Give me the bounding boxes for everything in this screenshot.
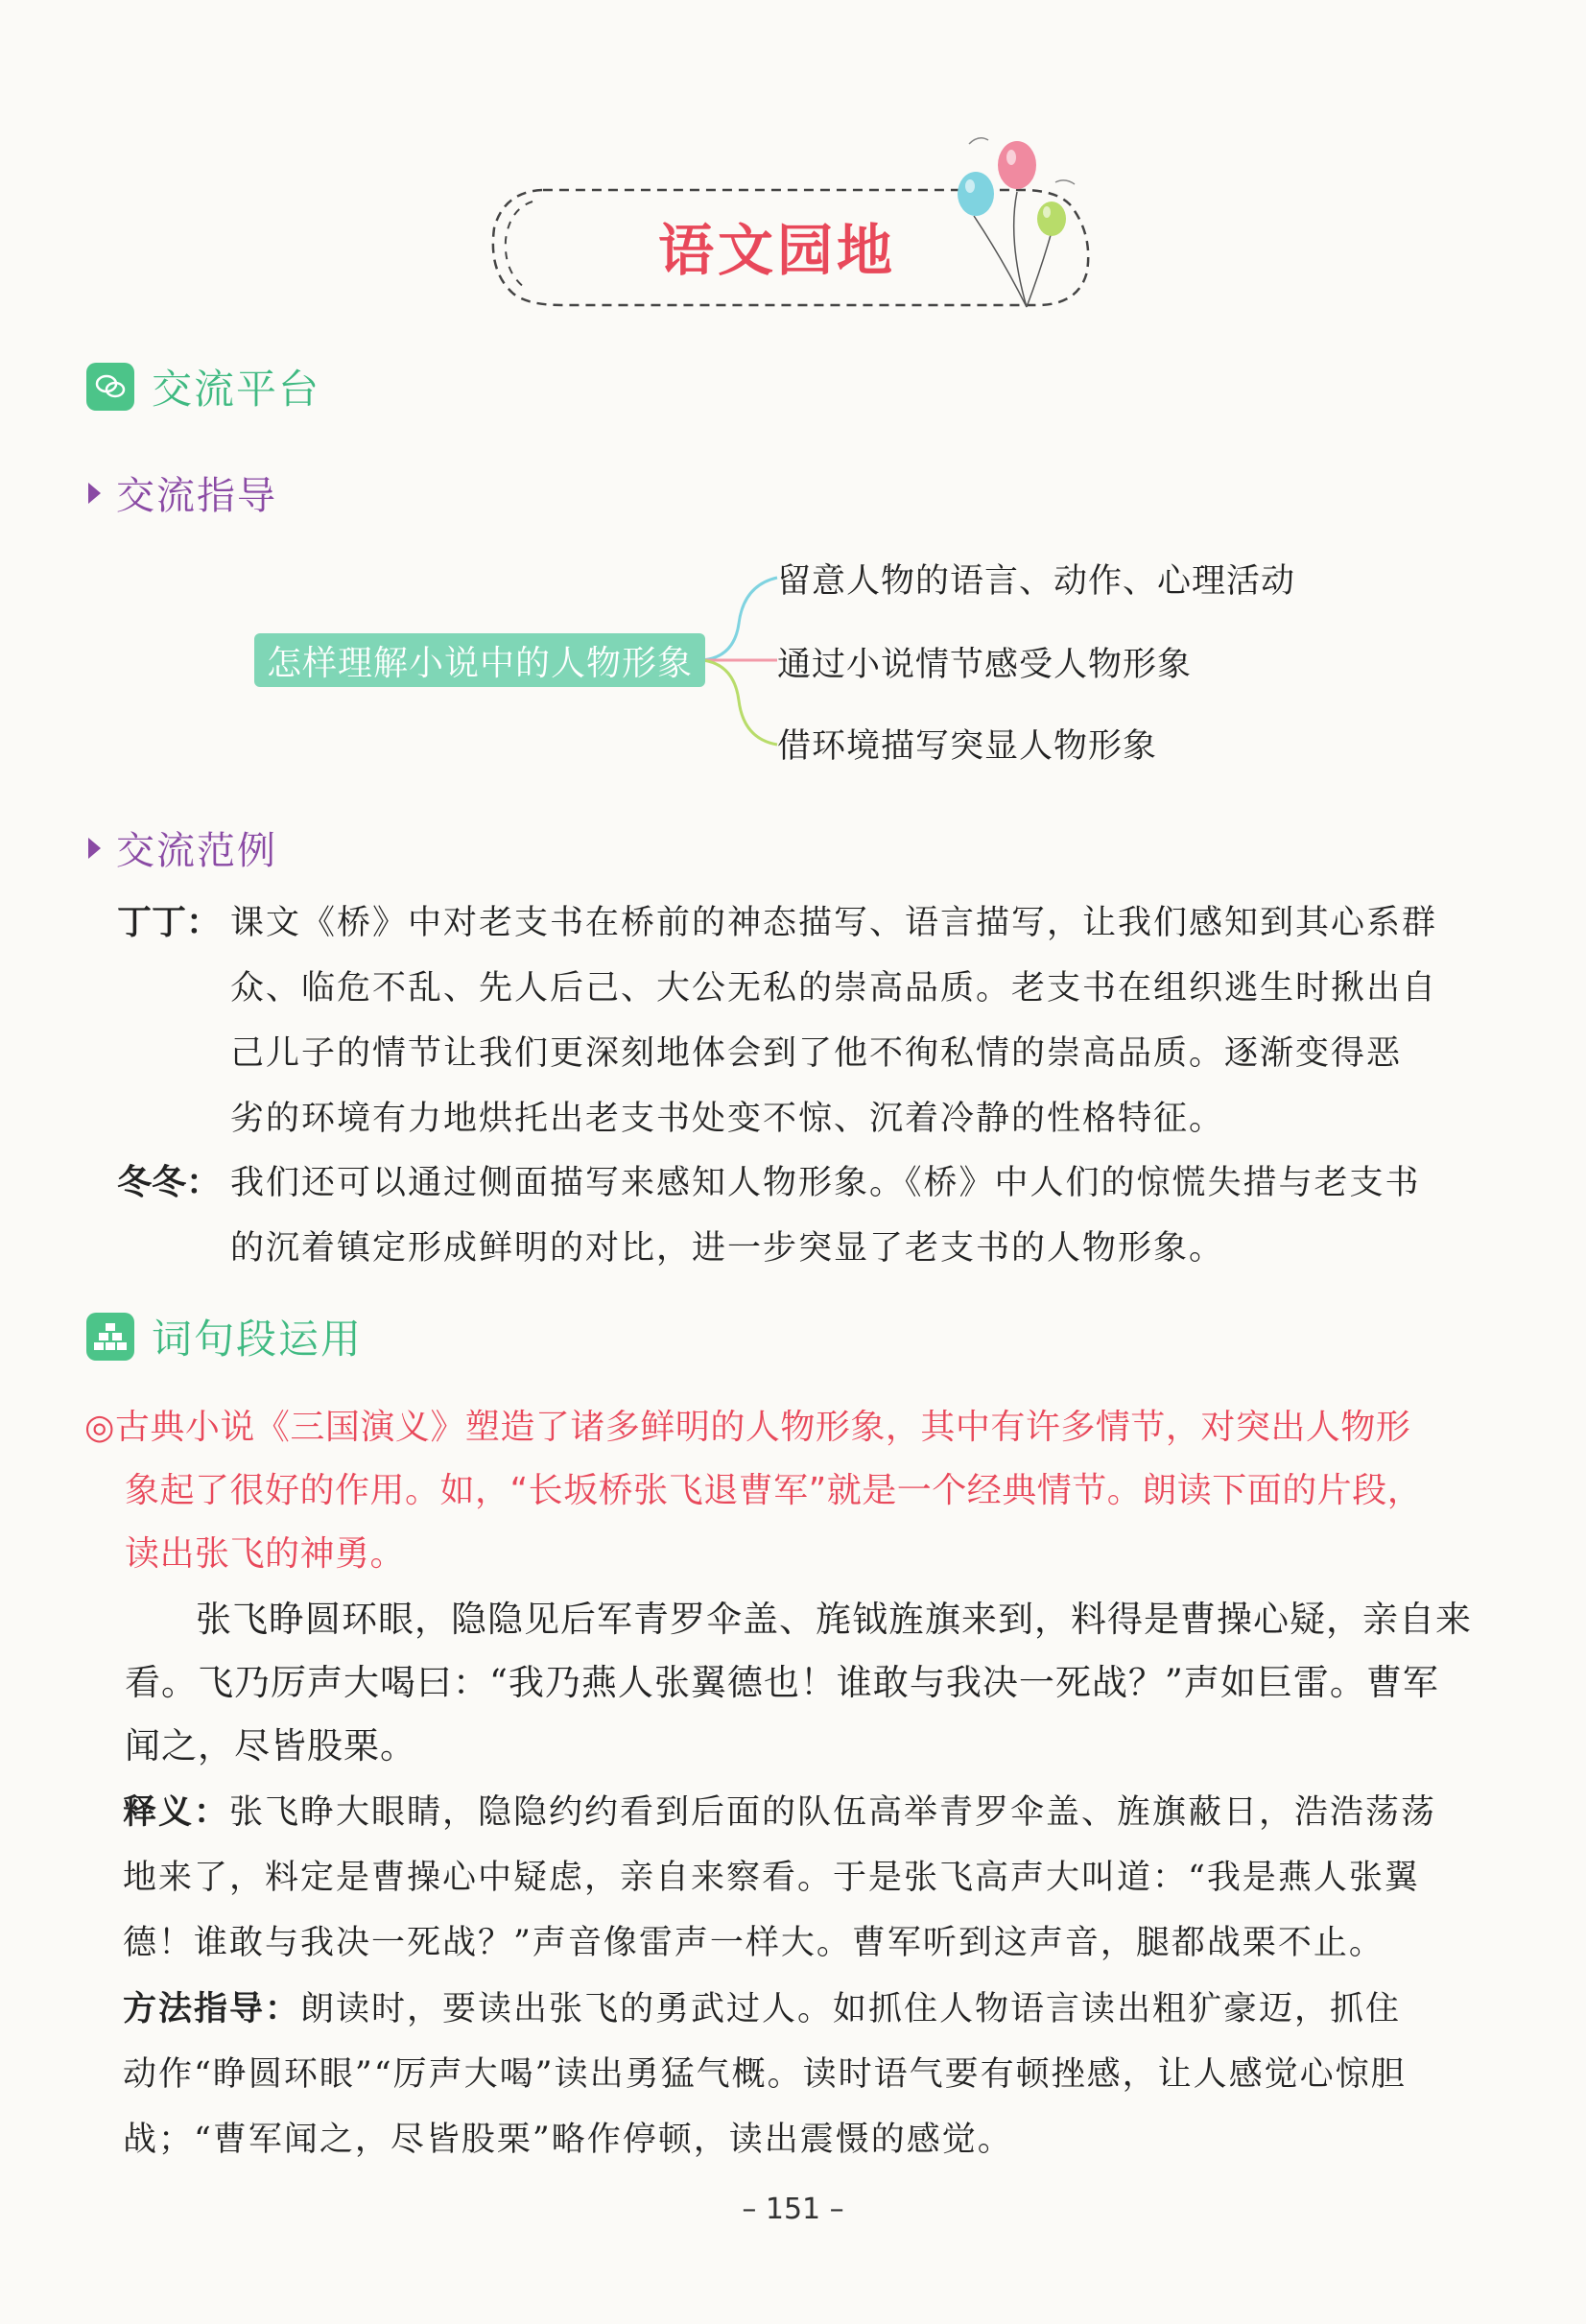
speaker-label: 丁丁： [117,903,222,942]
page-number: – 151 – [742,2193,844,2226]
mindmap-branch: 借环境描写突显人物形象 [777,727,1158,766]
exercise-prompt: ◎古典小说《三国演义》塑造了诸多鲜明的人物形象，其中有许多情节，对突出人物形 象起了很好的作用。如，“长坂桥张飞退曹军”就是一个经典情节。朗读下面的片段， 读出张飞的神勇。 [84,1408,1423,1574]
explanation-label: 释义： [123,1793,230,1832]
speaker-label: 冬冬： [117,1163,222,1202]
triangle-right-icon [88,838,101,859]
method-guide: 方法指导：朗读时，要读出张飞的勇武过人。如抓住人物语言读出粗犷豪迈，抓住 动作“睁圆环眼”“厉声大喝”读出勇猛气概。读时语气要有顿挫感，让人感觉心惊胆 战；“曹军闻之，尽皆股栗”略作停顿，读出震慑的感觉。 [123,1990,1407,2159]
section-label: 交流平台 [152,366,321,413]
subsection-header-examples: 交流范例 [88,820,277,875]
mindmap-connectors [700,566,787,758]
mindmap-branch: 留意人物的语言、动作、心理活动 [777,562,1296,601]
example-paragraph: 课文《桥》中对老支书在桥前的神态描写、语言描写，让我们感知到其心系群 众、临危不乱、先人后己、大公无私的崇高品质。老支书在组织逃生时揪出自 己儿子的情节让我们更深刻地体会到了他不徇私情的崇高品质。逐渐变得恶 劣的环境有力地烘托出老支书处变不惊、沉着冷静的性格特征。 [230,904,1438,1138]
section-header-exchange [86,358,320,415]
balloons-icon [950,125,1094,317]
section-header-usage [86,1308,363,1365]
triangle-right-icon [88,483,101,504]
subsection-header-guide: 交流指导 [88,465,277,520]
example-paragraph: 我们还可以通过侧面描写来感知人物形象。《桥》中人们的惊慌失措与老支书 的沉着镇定形成鲜明的对比，进一步突显了老支书的人物形象。 [230,1164,1421,1268]
mindmap-branch: 通过小说情节感受人物形象 [777,646,1193,684]
explanation: 释义：张飞睁大眼睛，隐隐约约看到后面的队伍高举青罗伞盖、旌旗蔽日，浩浩荡荡 地来了，料定是曹操心中疑虑，亲自来察看。于是张飞高声大叫道：“我是燕人张翼 德！谁敢与我决一死战？”声音像雷声一样大。曹军听到这声音，腿都战栗不止。 [123,1793,1437,1962]
passage: 张飞睁圆环眼，隐隐见后军青罗伞盖、旄钺旌旗来到，料得是曹操心疑，亲自来 看。飞乃厉声大喝曰：“我乃燕人张翼德也！谁敢与我决一死战？”声如巨雷。曹军 闻之，尽皆股栗。 [125,1599,1472,1767]
blocks-icon [86,1313,134,1361]
mindmap-center: 怎样理解小说中的人物形象 [254,633,705,687]
method-label: 方法指导： [123,1990,301,2028]
section-label: 词句段运用 [152,1316,364,1363]
chat-icon [86,363,134,411]
page-title: 语文园地 [657,218,896,283]
